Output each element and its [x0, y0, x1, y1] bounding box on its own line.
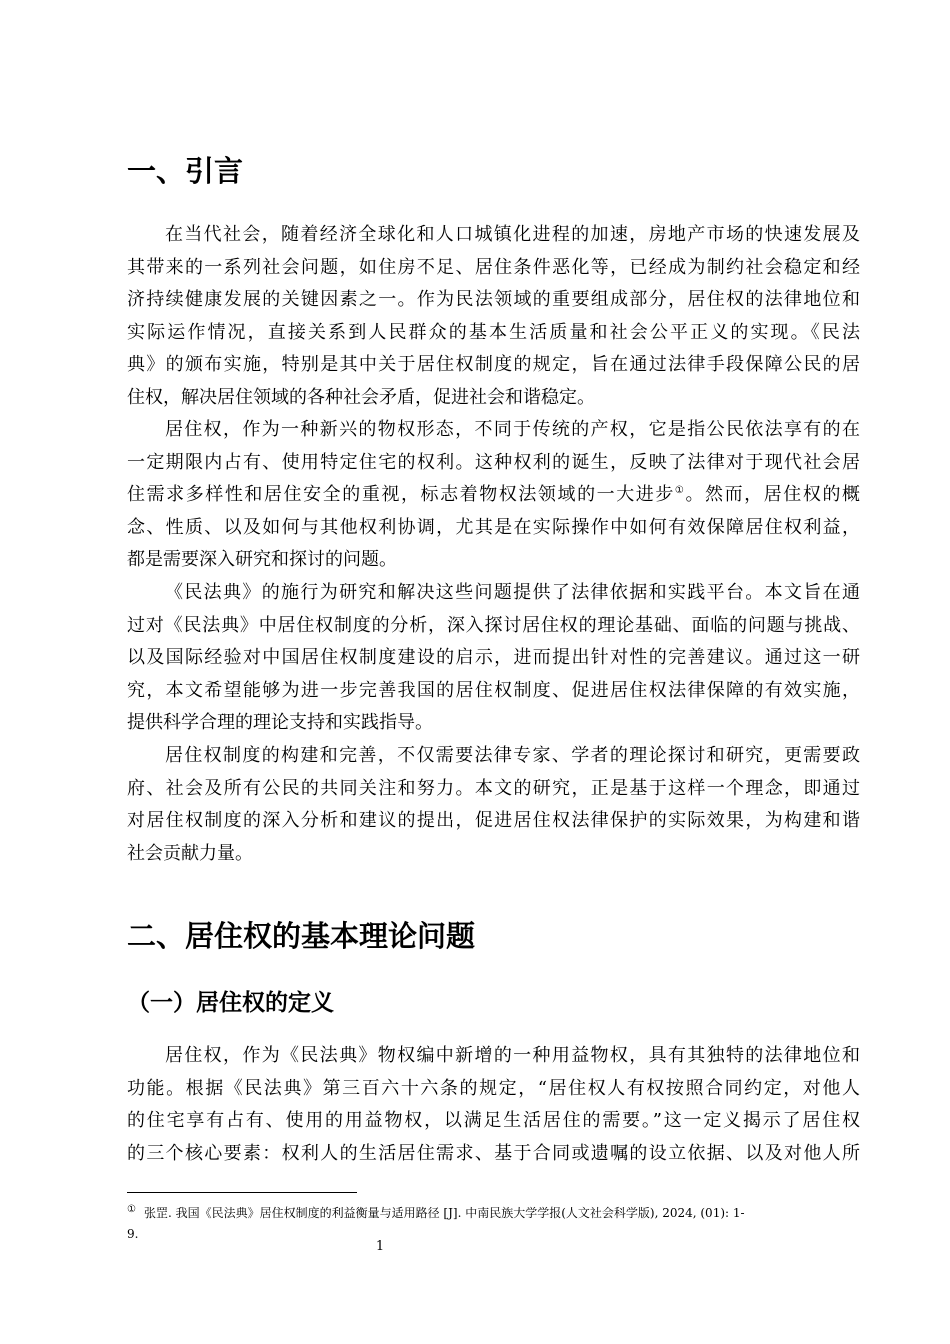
paragraph-line: 社会贡献力量。 [127, 842, 253, 864]
paragraph-line: 过对《民法典》中居住权制度的分析，深入探讨居住权的理论基础、面临的问题与挑战、 [127, 614, 860, 636]
page-number: 1 [375, 1239, 385, 1254]
subsection-heading-definition: （一）居住权的定义 [127, 990, 334, 1016]
paragraph-definition-1 [127, 1040, 860, 1170]
paragraph-text: 住需求多样性和居住安全的重视，标志着物权法领域的一大进步 [127, 484, 675, 505]
paragraph-line: 实际运作情况，直接关系到人民群众的基本生活质量和社会公平正义的实现。《民法 [127, 321, 860, 343]
paragraph-line: 的住宅享有占有、使用的用益物权，以满足生活居住的需要。”这一定义揭示了居住权 [127, 1110, 860, 1131]
paragraph-intro-4 [127, 740, 860, 870]
paragraph-line: 居住权制度的构建和完善，不仅需要法律专家、学者的理论探讨和研究，更需要政 [165, 745, 860, 766]
footnote-marker: ① [127, 1204, 136, 1215]
paragraph-line: 对居住权制度的深入分析和建议的提出，促进居住权法律保护的实际效果，为构建和谐 [127, 810, 860, 831]
section-heading-theory: 二、居住权的基本理论问题 [127, 919, 476, 953]
paragraph-line: 以及国际经验对中国居住权制度建设的启示，进而提出针对性的完善建议。通过这一研 [127, 647, 860, 668]
paragraph-line: 府、社会及所有公民的共同关注和努力。本文的研究，正是基于这样一个理念，即通过 [127, 777, 860, 799]
paragraph-line-with-footnote [127, 479, 860, 512]
footnote-text: 张罡. 我国《民法典》居住权制度的利益衡量与适用路径 [J]. 中南民族大学学报(人文社会科学版), 2024, (01): 1- [143, 1206, 745, 1220]
paragraph-text: 。然而，居住权的概 [685, 484, 861, 505]
footnote-separator [127, 1192, 357, 1193]
paragraph-line: 其带来的一系列社会问题，如住房不足、居住条件恶化等，已经成为制约社会稳定和经 [127, 256, 860, 278]
paragraph-line: 居住权，作为一种新兴的物权形态，不同于传统的产权，它是指公民依法享有的在 [165, 419, 860, 440]
paragraph-line: 济持续健康发展的关键因素之一。作为民法领域的重要组成部分，居住权的法律地位和 [127, 289, 860, 310]
section-heading-introduction: 一、引言 [127, 154, 244, 188]
footnote-text-continued: 9. [127, 1227, 139, 1241]
paragraph-line: 念、性质、以及如何与其他权利协调，尤其是在实际操作中如何有效保障居住权利益， [127, 516, 860, 538]
footnote-reference[interactable]: ① [674, 485, 686, 496]
paragraph-intro-2 [127, 414, 860, 577]
paragraph-line: 一定期限内占有、使用特定住宅的权利。这种权利的诞生，反映了法律对于现代社会居 [127, 451, 860, 473]
paragraph-intro-1 [127, 219, 860, 414]
paragraph-line: 《民法典》的施行为研究和解决这些问题提供了法律依据和实践平台。本文旨在通 [165, 582, 860, 603]
paragraph-line: 究，本文希望能够为进一步完善我国的居住权制度、促进居住权法律保障的有效实施， [127, 679, 860, 701]
paragraph-line: 居住权，作为《民法典》物权编中新增的一种用益物权，具有其独特的法律地位和 [165, 1045, 860, 1066]
paragraph-line: 典》的颁布实施，特别是其中关于居住权制度的规定，旨在通过法律手段保障公民的居 [127, 354, 860, 375]
paragraph-line: 提供科学合理的理论支持和实践指导。 [127, 712, 433, 733]
footnote [127, 1203, 860, 1245]
paragraph-line: 在当代社会，随着经济全球化和人口城镇化进程的加速，房地产市场的快速发展及 [165, 224, 860, 245]
paragraph-line: 都是需要深入研究和探讨的问题。 [127, 549, 397, 570]
paragraph-intro-3 [127, 577, 860, 740]
paragraph-line: 功能。根据《民法典》第三百六十六条的规定，“居住权人有权按照合同约定，对他人 [127, 1077, 860, 1099]
paragraph-line: 的三个核心要素：权利人的生活居住需求、基于合同或遗嘱的设立依据、以及对他人所 [127, 1142, 860, 1164]
paragraph-line: 住权，解决居住领域的各种社会矛盾，促进社会和谐稳定。 [127, 386, 595, 408]
